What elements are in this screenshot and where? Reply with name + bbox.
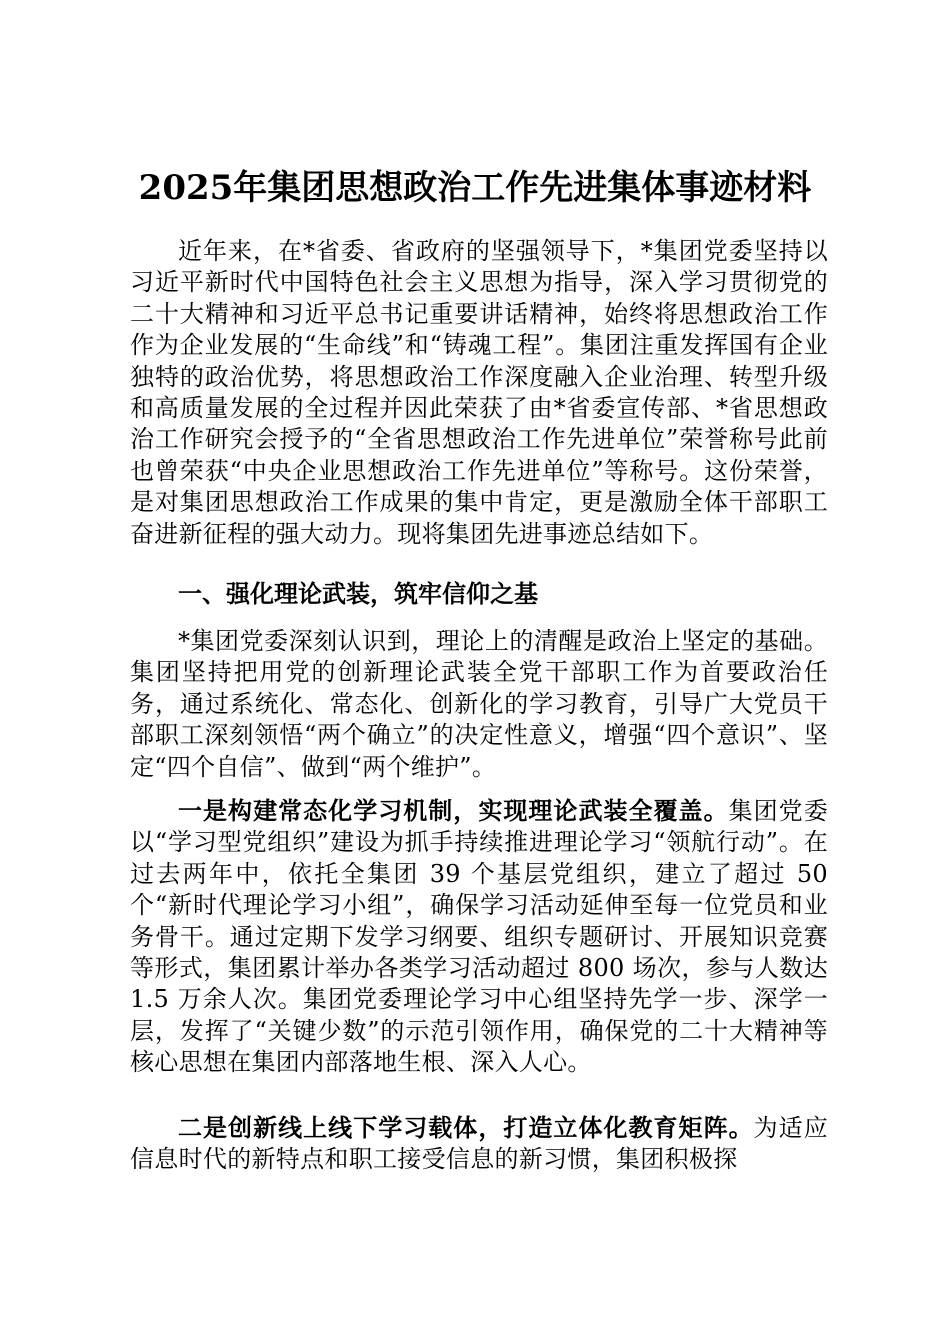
section1-intro-paragraph: *集团党委深刻认识到，理论上的清醒是政治上坚定的基础。集团坚持把用党的创新理论武装全党干部职工作为首要政治任务，通过系统化、常态化、创新化的学习教育，引导广大党员干部职工深刻领悟“两个确立”的决定性意义，增强“四个意识”、坚定“四个自信”、做到“两个维护”。 [130, 627, 828, 781]
point1-lead: 一是构建常态化学习机制，实现理论武装全覆盖。 [178, 796, 729, 825]
section-heading-1: 一、强化理论武装，筑牢信仰之基 [178, 579, 538, 608]
point1-body: 集团党委以“学习型党组织”建设为抓手持续推进理论学习“领航行动”。在过去两年中，依托全集团 39 个基层党组织，建立了超过 50 个“新时代理论学习小组”，确保学习活动延伸至每一位党员和业务骨干。通过定期下发学习纲要、组织专题研讨、开展知识竞赛等形式，集团累计举办各类学习活动超过 800 场次，参与人数达 1.5 万余人次。集团党委理论学习中心组坚持先学一步、深学一层，发挥了“关键少数”的示范引领作用，确保党的二十大精神等核心思想在集团内部落地生根、深入人心。 [130, 797, 828, 1077]
document-title: 2025年集团思想政治工作先进集体事迹材料 [138, 168, 812, 208]
intro-paragraph: 近年来，在*省委、省政府的坚强领导下，*集团党委坚持以习近平新时代中国特色社会主义思想为指导，深入学习贯彻党的二十大精神和习近平总书记重要讲话精神，始终将思想政治工作作为企业发展的“生命线”和“铸魂工程”。集团注重发挥国有企业独特的政治优势，将思想政治工作深度融入企业治理、转型升级和高质量发展的全过程并因此荣获了由*省委宣传部、*省思想政治工作研究会授予的“全省思想政治工作先进单位”荣誉称号此前也曾荣获“中央企业思想政治工作先进单位”等称号。这份荣誉，是对集团思想政治工作成果的集中肯定，更是激励全体干部职工奋进新征程的强大动力。现将集团先进事迹总结如下。 [130, 237, 828, 548]
point2-lead: 二是创新线上线下学习载体，打造立体化教育矩阵。 [178, 1113, 754, 1142]
point2-paragraph [130, 1112, 828, 1176]
point2-body: 为适应信息时代的新特点和职工接受信息的新习惯，集团积极探 [130, 1114, 828, 1174]
point1-paragraph [130, 795, 828, 1079]
